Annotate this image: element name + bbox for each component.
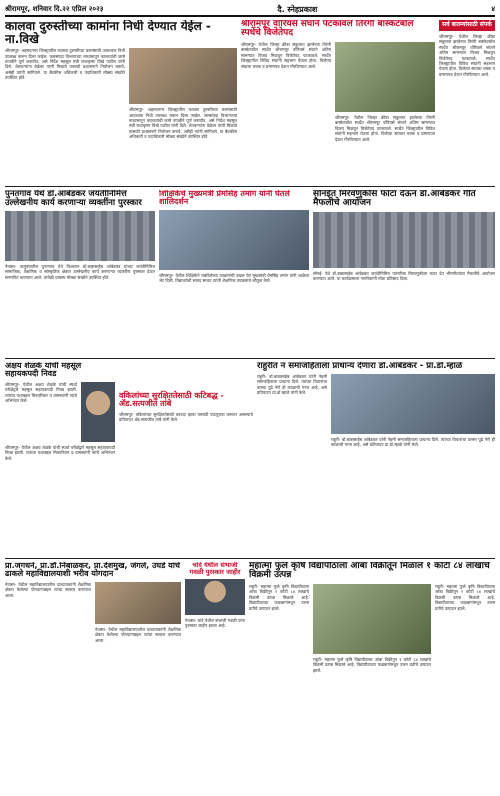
story-advocate — [119, 362, 253, 556]
masthead — [5, 3, 495, 17]
story-mango — [249, 562, 495, 792]
story-mango-body-right: राहुरी- महात्मा फुले कृषि विद्यापीठाला आंबा विक्रीतून १ कोटी ८४ लाखांचे विक्रमी उत्पन्न मिळाले आहे. विद्यापीठाच्या फळबागांमधून उत्तम प्रतीचे उत्पादन झाले. — [435, 583, 495, 611]
story-basketball-body-cont: श्रीरामपूर- येथील जिल्हा क्रीडा संकुलात झालेल्या तिरंगी बास्केटबॉल स्पर्धेत श्रीरामपूर वॉरियर्स संघाने अंतिम सामन्यात विजय मिळवून विजेतेपद पटकावले. स्पर्धेत जिल्ह्यातील विविध संघांनी सहभाग घेतला होता. विजेत्या संघाला चषक व प्रमाणपत्र देऊन गौरविण्यात आले. — [335, 114, 435, 142]
story-canal — [5, 20, 237, 184]
story-professors-photo — [95, 582, 181, 624]
row-bottom — [5, 562, 495, 792]
story-rahuri-headline: राहुरीत न समाजहिताला प्राधान्य देणारा डॉ.आंबेडकर - प्रा.डॉ.म्हाळे — [257, 362, 463, 371]
story-canal-body-cont: श्रीरामपूर- अहमदनगर जिल्ह्यातील कालवा दुरुस्तीच्या कामांसाठी आवश्यक निधी उपलब्ध करून दिला जाईल. जलसंपदा विभागाच्या माध्यमातून कालव्यांची कामे तातडीने पूर्ण करावीत, असे निर्देश महसूल मंत्री राधाकृष्ण विखे पाटील यांनी दिले. शेतकऱ्यांना वेळेवर पाणी मिळावे यासाठी प्रशासनाने नियोजन करावे, असेही त्यांनी सांगितले. या बैठकीस अधिकारी व पदाधिकारी मोठ्या संख्येने उपस्थित होते. — [129, 107, 237, 140]
story-advocate-body: श्रीरामपूर- वकिलांच्या सुरक्षिततेसाठी कायदा व्हावा यासाठी पाठपुरावा करणार असल्याचे प्रतिपादन ॲड.सत्यजीत तांबे यांनी केले. — [119, 411, 253, 423]
story-sonai-body: सोनई- येथे डॉ.बाबासाहेब आंबेडकर जयंतीनिमित्त पारंपरिक मिरवणुकीला फाटा देत भीमगीतांच्या मैफलीचे आयोजन करण्यात आले. या कार्यक्रमाला नागरिकांनी मोठा प्रतिसाद दिला. — [313, 270, 495, 282]
story-rahuri — [257, 362, 495, 556]
story-tamang-headline: शिक्षिकेचे मुख्यमंत्री प्रेमसिंह तमांग यांनी घेतले शालिदर्शन — [159, 190, 290, 207]
divider-3 — [5, 558, 495, 559]
story-mango-body-cont: राहुरी- महात्मा फुले कृषि विद्यापीठाला आंबा विक्रीतून १ कोटी ८४ लाखांचे विक्रमी उत्पन्न मिळाले आहे. विद्यापीठाच्या फळबागांमधून उत्तम प्रतीचे उत्पादन झाले. — [313, 656, 431, 673]
page-number: ४ — [491, 4, 495, 13]
divider-2 — [5, 358, 495, 359]
story-advocate-headline: वकिलांच्या सुरक्षिततेसाठी कटिबद्ध - ॲड.सत्यजीत तांबे — [119, 391, 224, 409]
story-shelke-body-cont: श्रीरामपूर- येथील अक्षय शेळके यांची स्पर्धा परीक्षेद्वारे महसूल सहायकपदी निवड झाली. त्यांच्या यशाबद्दल मित्रपरिवार व ग्रामस्थांनी त्यांचे अभिनंदन केले. — [5, 444, 115, 461]
story-professors-body: नेवासा- येथील महाविद्यालयातील प्राध्यापकांनी शैक्षणिक क्षेत्रात केलेल्या योगदानाबद्दल त्यांचा सत्कार करण्यात आला. — [5, 581, 91, 598]
story-basketball — [241, 20, 495, 184]
story-rahuri-body: राहुरी- डॉ.बाबासाहेब आंबेडकर यांनी नेहमी समाजहिताला प्राधान्य दिले. त्यांच्या विचारांचा वारसा पुढे नेणे ही काळाची गरज आहे, असे प्रतिपादन प्रा.डॉ.म्हाळे यांनी केले. — [257, 373, 327, 396]
story-professors-headline: प्रा.जगधने, प्रा.डॉ.निंबाळकर, प्रा.देशमुख, जंगले, उघडे यांचे ढाकले महाविद्यालयाशी भरीव योगदान — [5, 562, 180, 579]
story-gawali — [185, 562, 245, 792]
masthead-date: श्रीरामपूर, शनिवार दि.२२ एप्रिल २०२३ — [5, 4, 104, 13]
story-mango-body: राहुरी- महात्मा फुले कृषि विद्यापीठाला आंबा विक्रीतून १ कोटी ८४ लाखांचे विक्रमी उत्पन्न मिळाले आहे. विद्यापीठाच्या फळबागांमधून उत्तम प्रतीचे उत्पादन झाले. — [249, 583, 309, 611]
story-tamang — [159, 190, 309, 356]
story-canal-body: श्रीरामपूर- अहमदनगर जिल्ह्यातील कालवा दुरुस्तीच्या कामांसाठी आवश्यक निधी उपलब्ध करून दिला जाईल. जलसंपदा विभागाच्या माध्यमातून कालव्यांची कामे तातडीने पूर्ण करावीत, असे निर्देश महसूल मंत्री राधाकृष्ण विखे पाटील यांनी दिले. शेतकऱ्यांना वेळेवर पाणी मिळावे यासाठी प्रशासनाने नियोजन करावे, असेही त्यांनी सांगितले. या बैठकीस अधिकारी व पदाधिकारी मोठ्या संख्येने उपस्थित होते. — [5, 48, 125, 81]
story-award — [5, 190, 155, 356]
story-award-headline: पुनतगाव येथे डॉ.आंबेडकर जयंतीनिमित्त उल्लेखनीय कार्य करणाऱ्या व्यक्तींना पुरस्कार — [5, 190, 142, 208]
story-professors — [5, 562, 181, 792]
story-gawali-body: नेवासा- चांदे येथील संभाजी गवळी यांना पुरस्कार जाहीर झाला आहे. — [185, 617, 245, 629]
story-canal-photo — [129, 48, 237, 104]
story-mango-photo — [313, 584, 431, 654]
story-sonai-photo — [313, 212, 495, 268]
story-shelke — [5, 362, 115, 556]
story-professors-body-cont: नेवासा- येथील महाविद्यालयातील प्राध्यापकांनी शैक्षणिक क्षेत्रात केलेल्या योगदानाबद्दल त्यांचा सत्कार करण्यात आला. — [95, 626, 181, 643]
story-basketball-headline: श्रीरामपूर वॉरियर्स संघाने पटकावले तिरंगी बास्केटबॉल स्पर्धेचे विजेतेपद — [241, 20, 414, 39]
story-sonai — [313, 190, 495, 356]
story-rahuri-body-cont: राहुरी- डॉ.बाबासाहेब आंबेडकर यांनी नेहमी समाजहिताला प्राधान्य दिले. त्यांच्या विचारांचा वारसा पुढे नेणे ही काळाची गरज आहे, असे प्रतिपादन प्रा.डॉ.म्हाळे यांनी केले. — [331, 436, 495, 448]
sidebar-body: श्रीरामपूर- येथील जिल्हा क्रीडा संकुलात झालेल्या तिरंगी बास्केटबॉल स्पर्धेत श्रीरामपूर वॉरियर्स संघाने अंतिम सामन्यात विजय मिळवून विजेतेपद पटकावले. स्पर्धेत जिल्ह्यातील विविध संघांनी सहभाग घेतला होता. विजेत्या संघाला चषक व प्रमाणपत्र देऊन गौरविण्यात आले. — [439, 33, 495, 77]
story-sonai-headline: सोनईत मिरवणुकीस फाटा देऊन डॉ.आंबेडकर गीत मैफलीचे आयोजन — [313, 190, 476, 209]
row-second — [5, 190, 495, 356]
story-gawali-portrait — [185, 579, 245, 615]
row-top — [5, 20, 495, 184]
story-tamang-photo — [159, 210, 309, 270]
story-award-body: नेवासा- तालुक्यातील पुनतगाव येथे विश्वरत्न डॉ.बाबासाहेब आंबेडकर यांच्या जयंतीनिमित्त सामाजिक, शैक्षणिक व सांस्कृतिक क्षेत्रात उल्लेखनीय कार्य करणाऱ्या व्यक्तींना पुरस्कार देऊन सन्मानित करण्यात आले. यावेळी ग्रामस्थ मोठ्या संख्येने उपस्थित होते. — [5, 263, 155, 280]
story-basketball-body: श्रीरामपूर- येथील जिल्हा क्रीडा संकुलात झालेल्या तिरंगी बास्केटबॉल स्पर्धेत श्रीरामपूर वॉरियर्स संघाने अंतिम सामन्यात विजय मिळवून विजेतेपद पटकावले. स्पर्धेत जिल्ह्यातील विविध संघांनी सहभाग घेतला होता. विजेत्या संघाला चषक व प्रमाणपत्र देऊन गौरविण्यात आले. — [241, 41, 331, 69]
story-shelke-body: श्रीरामपूर- येथील अक्षय शेळके यांची स्पर्धा परीक्षेद्वारे महसूल सहायकपदी निवड झाली. त्यांच्या यशाबद्दल मित्रपरिवार व ग्रामस्थांनी त्यांचे अभिनंदन केले. — [5, 381, 77, 403]
masthead-title: दै. स्नेहप्रकाश — [277, 4, 318, 14]
story-shelke-portrait — [81, 382, 115, 442]
story-award-photo — [5, 211, 155, 261]
story-gawali-headline: चांदे येथील संभाजी गवळी पुरस्कार जाहीर — [189, 562, 241, 576]
story-canal-headline: कालवा दुरुस्तीच्या कामांना निधी देण्यात येईल - ना.विखे — [5, 20, 211, 46]
story-rahuri-photo — [331, 374, 495, 434]
story-basketball-photo — [335, 42, 435, 112]
story-tamang-body: श्रीरामपूर- येथील शिक्षिकेने राबविलेल्या उपक्रमांची दखल घेत मुख्यमंत्री प्रेमसिंह तमांग यांनी शाळेला भेट दिली. विद्यार्थ्यांशी संवाद साधत त्यांनी शैक्षणिक उपक्रमांचे कौतुक केले. — [159, 272, 309, 284]
row-third — [5, 362, 495, 556]
sidebar-red-box: सर्व बातम्यांसाठी संपर्क — [439, 20, 495, 31]
divider-1 — [5, 186, 495, 187]
story-mango-headline: महात्मा फुले कृषि विद्यापीठाला आंबा विक्रीतून मिळाले १ कोटी ८४ लाखांचे विक्रमी उत्पन्न — [249, 562, 490, 581]
story-shelke-headline: अक्षय शेळके यांची महसूल सहायकपदी निवड — [5, 362, 82, 379]
